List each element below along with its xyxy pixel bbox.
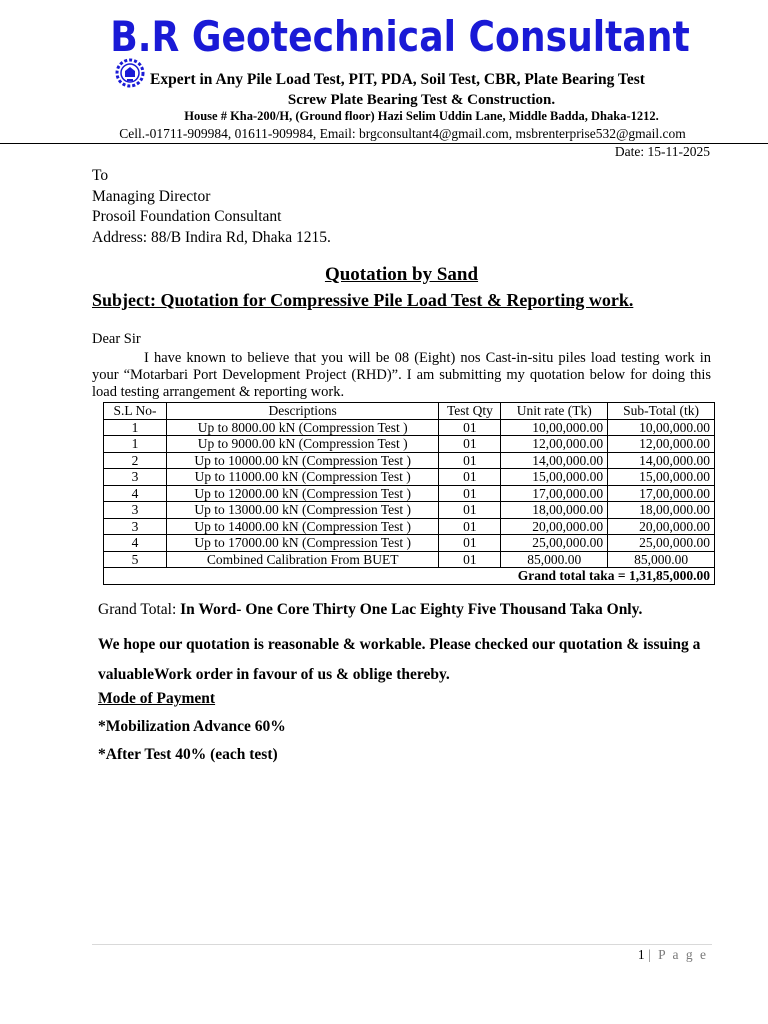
payment-heading: Mode of Payment: [98, 690, 216, 707]
payment-after-test: *After Test 40% (each test): [98, 746, 278, 763]
cell-sub-total: 17,00,000.00: [608, 485, 715, 502]
cell-sub-total: 10,00,000.00: [608, 419, 715, 436]
table-row: [104, 419, 715, 436]
cell-sub-total: 15,00,000.00: [608, 469, 715, 486]
recipient-to: To: [92, 167, 109, 184]
cell-description: Up to 17000.00 kN (Compression Test ): [166, 535, 439, 552]
grand-total-cell: Grand total taka = 1,31,85,000.00: [104, 568, 715, 585]
header-test-qty: Test Qty: [439, 403, 501, 420]
cell-qty: 01: [439, 518, 501, 535]
letterhead-tagline-2: Screw Plate Bearing Test & Construction.: [287, 92, 556, 108]
cell-qty: 01: [439, 452, 501, 469]
cell-unit-rate: 10,00,000.00: [501, 419, 608, 436]
cell-sl: 5: [104, 551, 167, 568]
cell-sl: 1: [104, 436, 167, 453]
cell-qty: 01: [439, 485, 501, 502]
recipient-title: Managing Director: [92, 187, 211, 205]
cell-unit-rate: 17,00,000.00: [501, 485, 608, 502]
cell-qty: 01: [439, 469, 501, 486]
cell-description: Up to 13000.00 kN (Compression Test ): [166, 502, 439, 519]
cell-unit-rate: 15,00,000.00: [501, 469, 608, 486]
cell-qty: 01: [439, 419, 501, 436]
cell-description: Up to 10000.00 kN (Compression Test ): [166, 452, 439, 469]
table-row: [104, 452, 715, 469]
cell-description: Up to 12000.00 kN (Compression Test ): [166, 485, 439, 502]
quotation-table: [103, 402, 715, 585]
page-number-value: 1: [637, 947, 645, 962]
letterhead-contact: Cell.-01711-909984, 01611-909984, Email: brgconsultant4@gmail.com, msbrenterprise532@gmail.com: [119, 126, 686, 141]
table-header-row: [104, 403, 715, 420]
cell-sub-total: 12,00,000.00: [608, 436, 715, 453]
cell-qty: 01: [439, 502, 501, 519]
table-row: [104, 436, 715, 453]
cell-sl: 4: [104, 485, 167, 502]
closing-paragraph: We hope our quotation is reasonable & workable. Please checked our quotation & issuing a valuableWork order in favour of us & oblige thereby.: [98, 636, 701, 683]
header-descriptions: Descriptions: [166, 403, 439, 420]
cell-sl: 2: [104, 452, 167, 469]
cell-unit-rate: 20,00,000.00: [501, 518, 608, 535]
cell-sub-total: 20,00,000.00: [608, 518, 715, 535]
header-unit-rate: Unit rate (Tk): [501, 403, 608, 420]
cell-qty: 01: [439, 436, 501, 453]
table-row: [104, 502, 715, 519]
cell-description: Up to 11000.00 kN (Compression Test ): [166, 469, 439, 486]
cell-sl: 4: [104, 535, 167, 552]
body-paragraph: [92, 350, 711, 401]
recipient-company: Prosoil Foundation Consultant: [92, 208, 282, 225]
cell-qty: 01: [439, 551, 501, 568]
quotation-title: Quotation by Sand: [324, 264, 479, 285]
header-sub-total: Sub-Total (tk): [608, 403, 715, 420]
cell-unit-rate: 12,00,000.00: [501, 436, 608, 453]
cell-sl: 3: [104, 502, 167, 519]
cell-sub-total: 85,000.00: [608, 551, 715, 568]
table-row: [104, 535, 715, 552]
table-row: [104, 469, 715, 486]
page-label: | P a g e: [648, 947, 708, 962]
grand-total-words: In Word- One Core Thirty One Lac Eighty Five Thousand Taka Only.: [180, 601, 643, 618]
table-row: [104, 485, 715, 502]
table-row: [104, 518, 715, 535]
cell-sl: 1: [104, 419, 167, 436]
company-logo-icon: [115, 58, 145, 88]
recipient-block: [92, 166, 331, 248]
grand-total-row: [104, 568, 715, 585]
cell-sl: 3: [104, 518, 167, 535]
cell-sub-total: 14,00,000.00: [608, 452, 715, 469]
recipient-address: Address: 88/B Indira Rd, Dhaka 1215.: [92, 228, 331, 246]
table-row: [104, 551, 715, 568]
subject-line: Subject: Quotation for Compressive Pile Load Test & Reporting work.: [92, 290, 634, 310]
header-sl: S.L No-: [104, 403, 167, 420]
grand-total-line: [98, 601, 642, 619]
letterhead-address: House # Kha-200/H, (Ground floor) Hazi Selim Uddin Lane, Middle Badda, Dhaka-1212.: [184, 109, 659, 123]
grand-total-label: Grand Total:: [98, 601, 177, 618]
cell-sub-total: 18,00,000.00: [608, 502, 715, 519]
cell-description: Up to 9000.00 kN (Compression Test ): [166, 436, 439, 453]
company-name: B.R Geotechnical Consultant: [110, 12, 690, 61]
cell-unit-rate: 25,00,000.00: [501, 535, 608, 552]
cell-unit-rate: 14,00,000.00: [501, 452, 608, 469]
cell-description: Combined Calibration From BUET: [166, 551, 439, 568]
payment-mobilization: *Mobilization Advance 60%: [98, 718, 286, 735]
footer-divider: [92, 944, 712, 945]
cell-unit-rate: 85,000.00: [501, 551, 608, 568]
cell-unit-rate: 18,00,000.00: [501, 502, 608, 519]
cell-sub-total: 25,00,000.00: [608, 535, 715, 552]
cell-description: Up to 8000.00 kN (Compression Test ): [166, 419, 439, 436]
cell-description: Up to 14000.00 kN (Compression Test ): [166, 518, 439, 535]
letter-date: Date: 15-11-2025: [614, 144, 710, 159]
body-text: I have known to believe that you will be 08 (Eight) nos Cast-in-situ piles load testing work in your “Motarbari Port Development Project (RHD)”. I am submitting my quotation below for doing this load testing arrangement & reporting work.: [92, 350, 711, 400]
page-number: [638, 947, 708, 963]
cell-sl: 3: [104, 469, 167, 486]
letterhead-tagline: Expert in Any Pile Load Test, PIT, PDA, Soil Test, CBR, Plate Bearing Test: [150, 71, 645, 88]
salutation: Dear Sir: [92, 331, 141, 347]
cell-qty: 01: [439, 535, 501, 552]
